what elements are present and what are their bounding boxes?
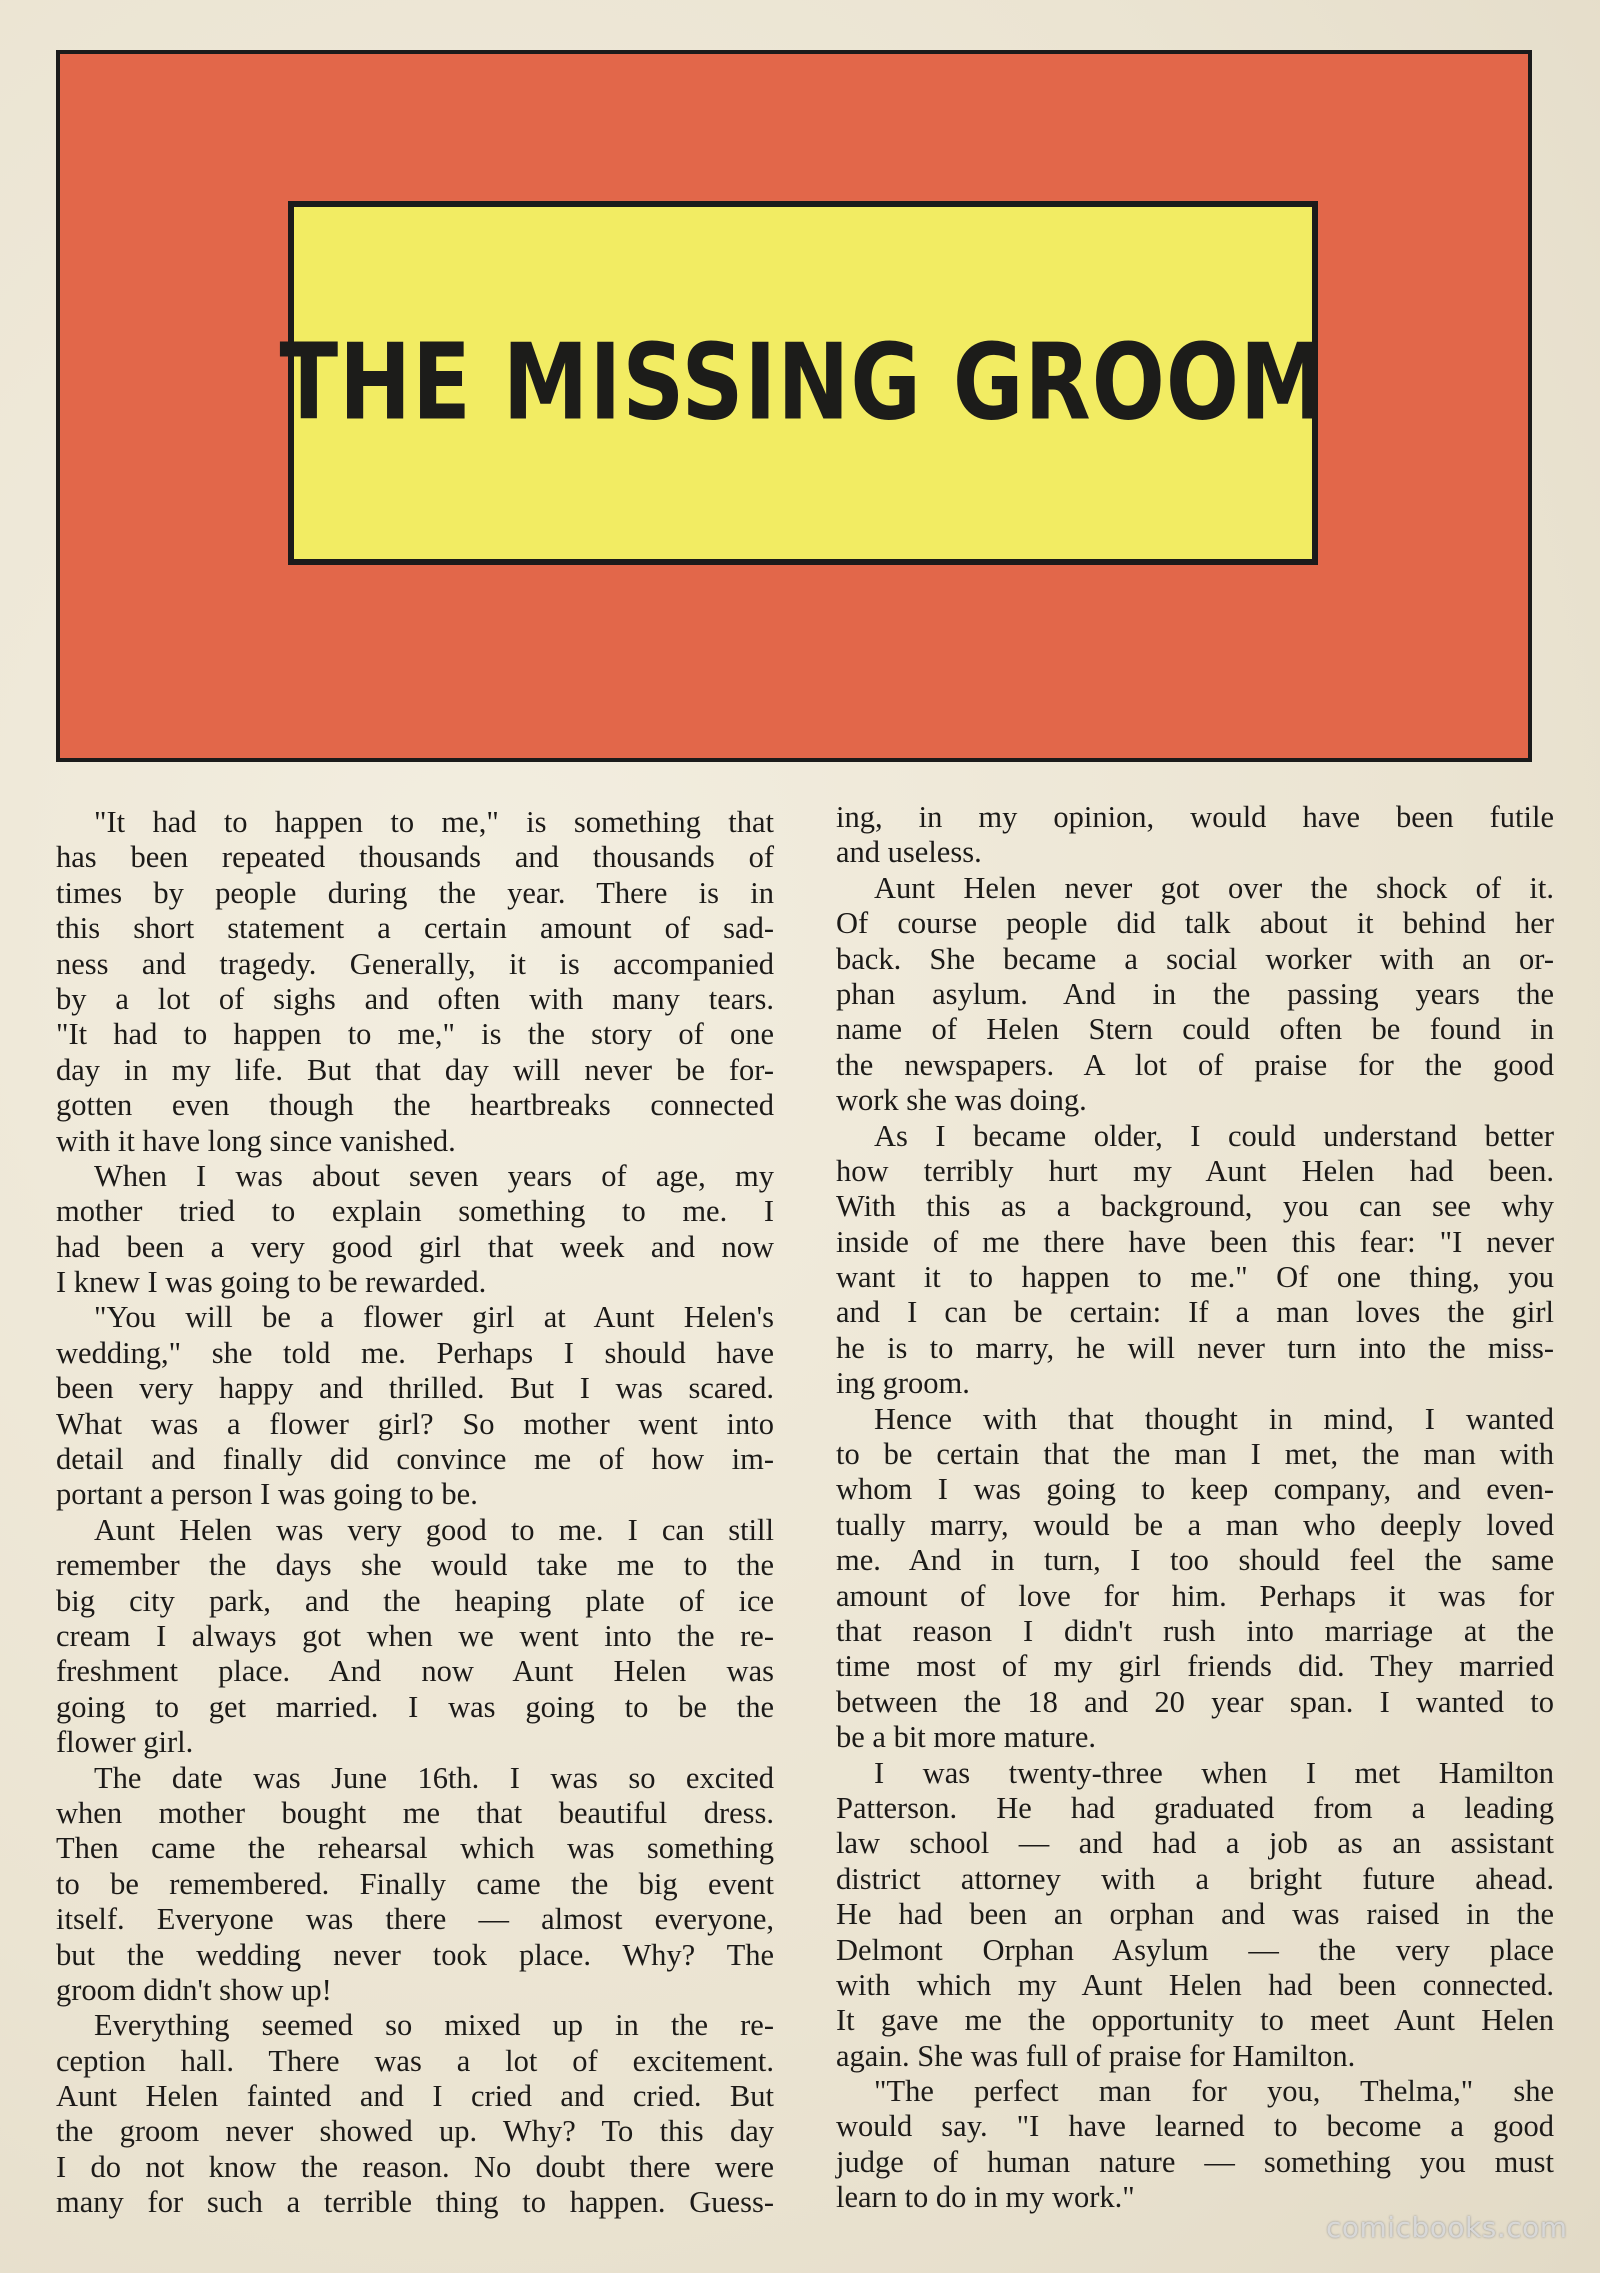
text-line: to be certain that the man I met, the man with <box>836 1437 1554 1472</box>
text-line: With this as a background, you can see why <box>836 1189 1554 1224</box>
text-line: ing groom. <box>836 1366 970 1401</box>
text-line: gotten even though the heartbreaks connected <box>56 1088 774 1123</box>
text-line: and I can be certain: If a man loves the girl <box>836 1295 1554 1330</box>
text-line: freshment place. And now Aunt Helen was <box>56 1654 774 1689</box>
text-line: with which my Aunt Helen had been connected. <box>836 1967 1554 2002</box>
text-line: between the 18 and 20 year span. I wanted to <box>836 1684 1554 1719</box>
text-line: want it to happen to me." Of one thing, you <box>836 1260 1554 1295</box>
text-line: I do not know the reason. No doubt there were <box>56 2149 774 2184</box>
text-line: whom I was going to keep company, and even- <box>836 1472 1554 1507</box>
title-box <box>279 201 1327 565</box>
text-line: how terribly hurt my Aunt Helen had been. <box>836 1153 1554 1188</box>
text-line: detail and finally did convince me of how im- <box>56 1442 774 1477</box>
text-line: would say. "I have learned to become a good <box>836 2109 1554 2144</box>
story-title: THE MISSING GROOM <box>279 322 1327 444</box>
text-line: Everything seemed so mixed up in the re- <box>94 2008 774 2043</box>
text-line: district attorney with a bright future ahead. <box>836 1861 1554 1896</box>
text-line: when mother bought me that beautiful dress. <box>56 1795 774 1830</box>
text-line: Aunt Helen fainted and I cried and cried. But <box>56 2079 774 2114</box>
text-line: but the wedding never took place. Why? The <box>56 1937 774 1972</box>
text-line: Aunt Helen never got over the shock of it. <box>874 870 1554 905</box>
text-line: mother tried to explain something to me. I <box>56 1194 774 1229</box>
text-line: going to get married. I was going to be the <box>56 1689 774 1724</box>
text-line: again. She was full of praise for Hamilton. <box>836 2038 1356 2073</box>
text-line: that reason I didn't rush into marriage at the <box>836 1613 1554 1648</box>
text-line: When I was about seven years of age, my <box>94 1158 774 1193</box>
text-line: As I became older, I could understand better <box>874 1118 1554 1153</box>
text-line: I was twenty-three when I met Hamilton <box>874 1755 1554 1790</box>
text-line: Aunt Helen was very good to me. I can still <box>94 1512 774 1547</box>
text-column-right <box>836 800 1554 2216</box>
text-line: "It had to happen to me," is the story of one <box>56 1017 774 1052</box>
text-line: amount of love for him. Perhaps it was for <box>836 1578 1554 1613</box>
text-line: time most of my girl friends did. They married <box>836 1649 1554 1684</box>
text-line: phan asylum. And in the passing years the <box>836 976 1554 1011</box>
text-line: big city park, and the heaping plate of ice <box>56 1583 774 1618</box>
text-line: the newspapers. A lot of praise for the good <box>836 1047 1554 1082</box>
text-line: groom didn't show up! <box>56 1972 332 2007</box>
title-panel <box>56 50 1532 762</box>
text-line: by a lot of sighs and often with many tears. <box>56 981 774 1016</box>
text-line: times by people during the year. There is in <box>56 875 774 910</box>
text-line: be a bit more mature. <box>836 1720 1096 1755</box>
text-line: learn to do in my work." <box>836 2180 1135 2215</box>
text-line: It gave me the opportunity to meet Aunt Helen <box>836 2003 1554 2038</box>
text-line: judge of human nature — something you must <box>836 2144 1554 2179</box>
text-line: he is to marry, he will never turn into the miss- <box>836 1330 1554 1365</box>
text-line: had been a very good girl that week and now <box>56 1229 774 1264</box>
text-line: tually marry, would be a man who deeply loved <box>836 1507 1554 1542</box>
text-line: this short statement a certain amount of sad- <box>56 911 774 946</box>
text-line: been very happy and thrilled. But I was scared. <box>56 1371 774 1406</box>
text-line: day in my life. But that day will never be for- <box>56 1052 774 1087</box>
text-line: flower girl. <box>56 1725 194 1760</box>
watermark: comicbooks.com <box>1326 2211 1568 2244</box>
text-line: "You will be a flower girl at Aunt Helen's <box>94 1300 774 1335</box>
text-line: What was a flower girl? So mother went into <box>56 1406 774 1441</box>
text-line: Of course people did talk about it behind her <box>836 906 1554 941</box>
text-line: The date was June 16th. I was so excited <box>94 1760 774 1795</box>
text-line: ing, in my opinion, would have been futile <box>836 800 1554 834</box>
text-line: back. She became a social worker with an or- <box>836 941 1554 976</box>
text-line: Then came the rehearsal which was something <box>56 1831 774 1866</box>
text-line: work she was doing. <box>836 1083 1087 1118</box>
text-line: Hence with that thought in mind, I wanted <box>874 1401 1554 1436</box>
text-line: the groom never showed up. Why? To this day <box>56 2114 774 2149</box>
text-line: to be remembered. Finally came the big event <box>56 1866 774 1901</box>
text-line: has been repeated thousands and thousands of <box>56 840 774 875</box>
text-column-left <box>56 805 774 2221</box>
text-line: Delmont Orphan Asylum — the very place <box>836 1932 1554 1967</box>
text-line: name of Helen Stern could often be found in <box>836 1012 1554 1047</box>
text-line: cream I always got when we went into the re- <box>56 1618 774 1653</box>
text-line: inside of me there have been this fear: "I never <box>836 1224 1554 1259</box>
text-line: ness and tragedy. Generally, it is accompanied <box>56 946 774 981</box>
text-line: ception hall. There was a lot of excitement. <box>56 2043 774 2078</box>
text-line: law school — and had a job as an assistant <box>836 1826 1554 1861</box>
text-line: itself. Everyone was there — almost everyone, <box>56 1902 774 1937</box>
text-line: remember the days she would take me to the <box>56 1548 774 1583</box>
text-line: portant a person I was going to be. <box>56 1477 478 1512</box>
text-line: Patterson. He had graduated from a leading <box>836 1790 1554 1825</box>
text-line: I knew I was going to be rewarded. <box>56 1265 487 1300</box>
text-line: with it have long since vanished. <box>56 1123 456 1158</box>
text-line: "It had to happen to me," is something that <box>94 805 774 839</box>
text-line: and useless. <box>836 835 982 870</box>
text-line: He had been an orphan and was raised in the <box>836 1897 1554 1932</box>
text-line: many for such a terrible thing to happen. Guess- <box>56 2185 774 2220</box>
text-line: wedding," she told me. Perhaps I should have <box>56 1335 774 1370</box>
text-line: me. And in turn, I too should feel the same <box>836 1543 1554 1578</box>
text-line: "The perfect man for you, Thelma," she <box>874 2074 1554 2109</box>
